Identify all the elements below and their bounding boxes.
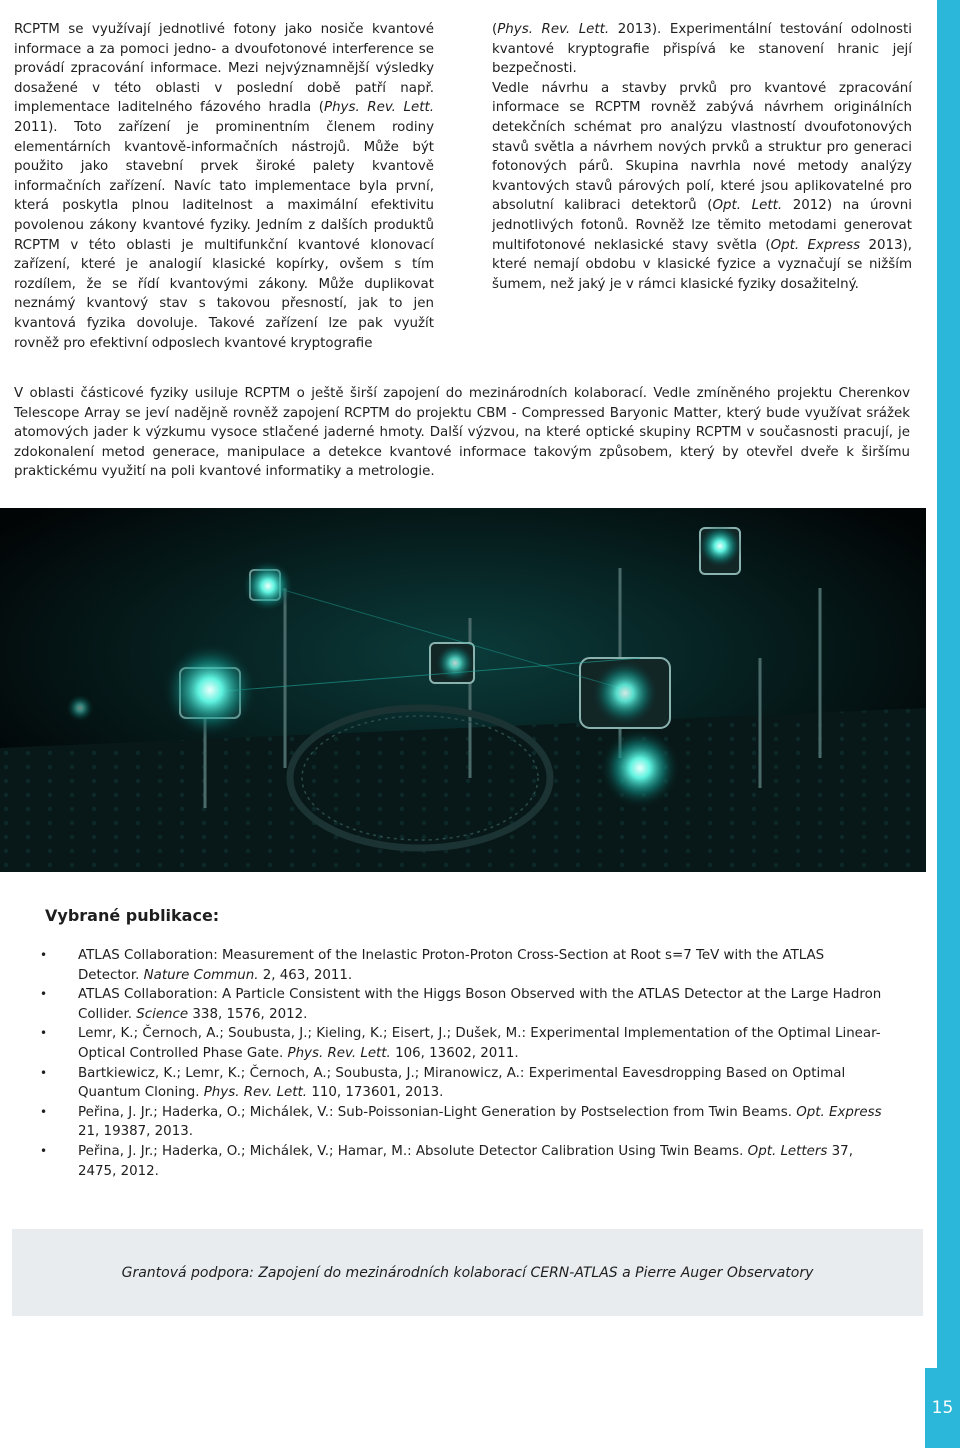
publication-item: • Bartkiewicz, K.; Lemr, K.; Černoch, A.; Soubusta, J.; Miranowicz, A.: Experimental Eavesdropping Based on Optimal Quantum Cloning. Phys. Rev. Lett. 110, 173601, 2013. xyxy=(40,1064,886,1103)
optics-lab-photo xyxy=(0,508,926,872)
grant-support-box xyxy=(12,1229,923,1316)
grant-support-text: Grantová podpora: Zapojení do mezinárodních kolaborací CERN-ATLAS a Pierre Auger Observatory xyxy=(121,1264,814,1281)
publications-list xyxy=(40,946,886,1181)
publication-item: • Peřina, J. Jr.; Haderka, O.; Michálek, V.: Sub-Poissonian-Light Generation by Postselection from Twin Beams. Opt. Express 21, 19387, 2013. xyxy=(40,1103,886,1142)
publications-heading: Vybrané publikace: xyxy=(45,906,220,925)
right-column-paragraph: (Phys. Rev. Lett. 2013). Experimentální testování odolnosti kvantové kryptografie přispívá ke stanovení hranic její bezpečnosti. Vedle návrhu a stavby prvků pro kvantové zpracování informace se RCPTM rovněž zabývá návrhem originálních detekčních schémat pro analýzu vlastností dvoufotonových stavů světla a návrhem nových prvků a struktur pro generaci fotonových párů. Skupina navrhla nové metody analýzy kvantových stavů párových polí, které jsou aplikovatelné pro absolutní kalibraci detektorů (Opt. Lett. 2012) na úrovni jednotlivých fotonů. Rovněž lze těmito metodami generovat multifotonové neklasické stavy světla (Opt. Express 2013), které nemají obdobu v klasické fyzice a vyznačují se nižším šumem, než jaký je v rámci klasické fyziky dosažitelný. xyxy=(492,22,912,292)
page-number-box xyxy=(925,1368,960,1448)
left-column-paragraph: RCPTM se využívají jednotlivé fotony jako nosiče kvantové informace a za pomoci jedno- a dvoufotonové interference se provádí zpracování informace. Mezi nejvýznamnější výsledky dosažené v této oblasti v poslední době patří např. implementace laditelného fázového hradla (Phys. Rev. Lett. 2011). Toto zařízení je prominentním členem rodiny elementárních kvantově-informačních nástrojů. Může být použito jako stavební prvek široké palety kvantově informačních zařízení. Navíc tato implementace byla první, která poskytla plnou laditelnost a maximální efektivitu povolenou zákony kvantové fyziky. Jedním z dalších produktů RCPTM v této oblasti je multifunkční kvantové klonovací zařízení, které je analogií klasické kopírky, ovšem s tím rozdílem, že se řídí kvantovými zákony. Může duplikovat neznámý kvantový stav s takovou přesností, jak to jen kvantová fyzika dovoluje. Takové zařízení lze pak využít rovněž pro efektivní odposlech kvantové kryptografie xyxy=(14,22,434,351)
publication-item: • Lemr, K.; Černoch, A.; Soubusta, J.; Kieling, K.; Eisert, J.; Dušek, M.: Experimental Implementation of the Optimal Linear-Optical Controlled Phase Gate. Phys. Rev. Lett. 106, 13602, 2011. xyxy=(40,1024,886,1063)
publication-journal: Phys. Rev. Lett. xyxy=(287,1045,391,1061)
right-text-column xyxy=(492,20,912,294)
publication-item: • Peřina, J. Jr.; Haderka, O.; Michálek, V.; Hamar, M.: Absolute Detector Calibration Using Twin Beams. Opt. Letters 37, 2475, 2012. xyxy=(40,1142,886,1181)
publication-journal: Nature Commun. xyxy=(143,967,259,983)
publication-journal: Science xyxy=(136,1006,189,1022)
particle-physics-paragraph: V oblasti částicové fyziky usiluje RCPTM o ještě širší zapojení do mezinárodních kolaborací. Vedle zmíněného projektu Cherenkov Telescope Array se jeví nadějně rovněž zapojení RCPTM do projektu CBM - Compressed Baryonic Matter, který bude využívat srážek atomových jader k výzkumu vysoce stlačené jaderné hmoty. Další výzvou, na které optické skupiny RCPTM v současnosti pracují, je zdokonalení metod generace, manipulace a detekce kvantové informace takovým způsobem, který by otevřel dveře k širšímu praktickému využití na poli kvantové informatiky a metrologie. xyxy=(14,386,910,480)
publication-journal: Phys. Rev. Lett. xyxy=(203,1085,308,1101)
page-accent-bar xyxy=(937,0,960,1448)
publication-journal: Opt. Letters xyxy=(747,1143,828,1159)
publication-item: • ATLAS Collaboration: A Particle Consistent with the Higgs Boson Observed with the ATLAS Detector at the Large Hadron Collider. Science 338, 1576, 2012. xyxy=(40,985,886,1024)
publication-item: • ATLAS Collaboration: Measurement of the Inelastic Proton-Proton Cross-Section at Root s=7 TeV with the ATLAS Detector. Nature Commun. 2, 463, 2011. xyxy=(40,946,886,985)
left-text-column xyxy=(14,20,434,353)
publication-journal: Opt. Express xyxy=(796,1104,882,1120)
page-number: 15 xyxy=(931,1398,954,1418)
